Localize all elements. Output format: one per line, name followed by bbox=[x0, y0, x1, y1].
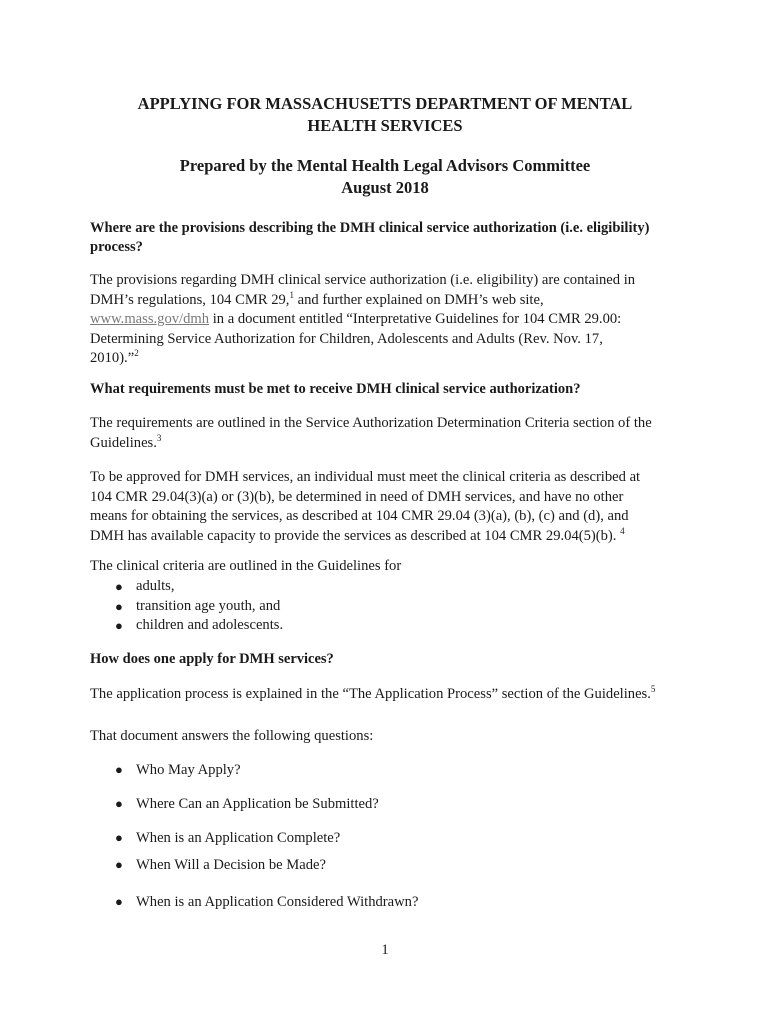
heading-line: process? bbox=[90, 239, 143, 255]
paragraph-line: The provisions regarding DMH clinical service authorization (i.e. eligibility) are contained in bbox=[90, 272, 636, 288]
section-heading-how-to-apply bbox=[90, 650, 690, 669]
list-item-label: adults, bbox=[136, 578, 175, 594]
section-heading-requirements bbox=[90, 380, 690, 399]
text-run: The application process is explained in the “The Application Process” section of the Guidelines. bbox=[90, 686, 651, 702]
list-item bbox=[112, 894, 418, 911]
document-subtitle bbox=[90, 155, 680, 199]
bullet-icon: ● bbox=[115, 830, 123, 845]
footnote-ref[interactable]: 3 bbox=[156, 432, 162, 443]
list-item bbox=[112, 762, 241, 779]
paragraph-provisions bbox=[90, 271, 700, 369]
paragraph-approval-criteria bbox=[90, 468, 700, 546]
title-line-2: HEALTH SERVICES bbox=[307, 116, 463, 135]
footnote-ref[interactable]: 5 bbox=[650, 684, 656, 694]
list-item bbox=[112, 830, 340, 847]
footnote-ref[interactable]: 4 bbox=[620, 525, 625, 536]
paragraph-questions-intro bbox=[90, 727, 700, 747]
paragraph-line bbox=[90, 310, 700, 330]
list-item-label: Where Can an Application be Submitted? bbox=[136, 796, 379, 812]
criteria-bullet-list bbox=[112, 577, 283, 636]
list-item-label: children and adolescents. bbox=[136, 617, 284, 633]
paragraph-line bbox=[90, 434, 700, 454]
text-run: DMH has available capacity to provide the services as described at 104 CMR 29.04(5)(b). bbox=[90, 527, 617, 544]
footnote-ref[interactable]: 1 bbox=[289, 289, 294, 300]
paragraph-line bbox=[90, 349, 700, 369]
paragraph-clinical-criteria-intro bbox=[90, 557, 700, 577]
list-item-label: When is an Application Considered Withdrawn? bbox=[136, 894, 419, 910]
text-run: 2010).” bbox=[90, 350, 135, 366]
list-item bbox=[112, 857, 326, 874]
list-item-label: transition age youth, and bbox=[136, 597, 281, 614]
paragraph-line bbox=[90, 291, 700, 311]
list-item-label: When Will a Decision be Made? bbox=[136, 857, 327, 873]
bullet-icon: ● bbox=[115, 579, 123, 594]
bullet-icon: ● bbox=[115, 857, 123, 872]
subtitle-line-1: Prepared by the Mental Health Legal Advisors Committee bbox=[179, 156, 591, 175]
paragraph-requirements bbox=[90, 414, 700, 453]
bullet-icon: ● bbox=[115, 894, 123, 909]
list-item bbox=[112, 577, 283, 597]
paragraph-line: To be approved for DMH services, an individual must meet the clinical criteria as described at bbox=[90, 469, 641, 485]
bullet-icon: ● bbox=[115, 796, 123, 811]
list-item bbox=[112, 796, 379, 813]
paragraph-line bbox=[90, 685, 700, 705]
text-run: and further explained on DMH’s web site, bbox=[293, 291, 544, 308]
paragraph-application-process bbox=[90, 685, 700, 705]
section-heading-provisions bbox=[90, 219, 690, 257]
text-run: in a document entitled “Interpretative Guidelines for 104 CMR 29.00: bbox=[209, 311, 622, 327]
subtitle-date: August 2018 bbox=[341, 178, 429, 197]
bullet-icon: ● bbox=[115, 598, 123, 614]
list-item-label: Who May Apply? bbox=[136, 762, 241, 778]
heading-line: What requirements must be met to receive DMH clinical service authorization? bbox=[90, 381, 581, 397]
footnote-ref[interactable]: 2 bbox=[134, 348, 139, 358]
title-line-1: APPLYING FOR MASSACHUSETTS DEPARTMENT OF MENTAL bbox=[137, 94, 633, 113]
dmh-website-link[interactable]: www.mass.gov/dmh bbox=[90, 311, 210, 327]
heading-line: How does one apply for DMH services? bbox=[90, 651, 334, 667]
page-number: 1 bbox=[381, 942, 389, 958]
list-item bbox=[112, 616, 283, 636]
paragraph-line bbox=[90, 527, 700, 547]
document-title bbox=[90, 93, 680, 137]
paragraph-line: means for obtaining the services, as described at 104 CMR 29.04 (3)(a), (b), (c) and (d), and bbox=[90, 508, 629, 524]
heading-line: Where are the provisions describing the DMH clinical service authorization (i.e. eligibility) bbox=[90, 220, 650, 236]
list-item bbox=[112, 597, 283, 617]
list-item-label: When is an Application Complete? bbox=[136, 830, 341, 846]
paragraph-line: Determining Service Authorization for Children, Adolescents and Adults (Rev. Nov. 17, bbox=[90, 330, 603, 347]
text-run: DMH’s regulations, 104 CMR 29, bbox=[90, 291, 290, 308]
paragraph-line: That document answers the following questions: bbox=[90, 728, 374, 744]
bullet-icon: ● bbox=[115, 618, 123, 633]
text-run: Guidelines. bbox=[90, 434, 157, 451]
bullet-icon: ● bbox=[115, 762, 123, 777]
paragraph-line: The requirements are outlined in the Service Authorization Determination Criteria section of the bbox=[90, 415, 652, 431]
paragraph-line: The clinical criteria are outlined in the Guidelines for bbox=[90, 558, 402, 574]
paragraph-line: 104 CMR 29.04(3)(a) or (3)(b), be determined in need of DMH services, and have no other bbox=[90, 488, 624, 505]
